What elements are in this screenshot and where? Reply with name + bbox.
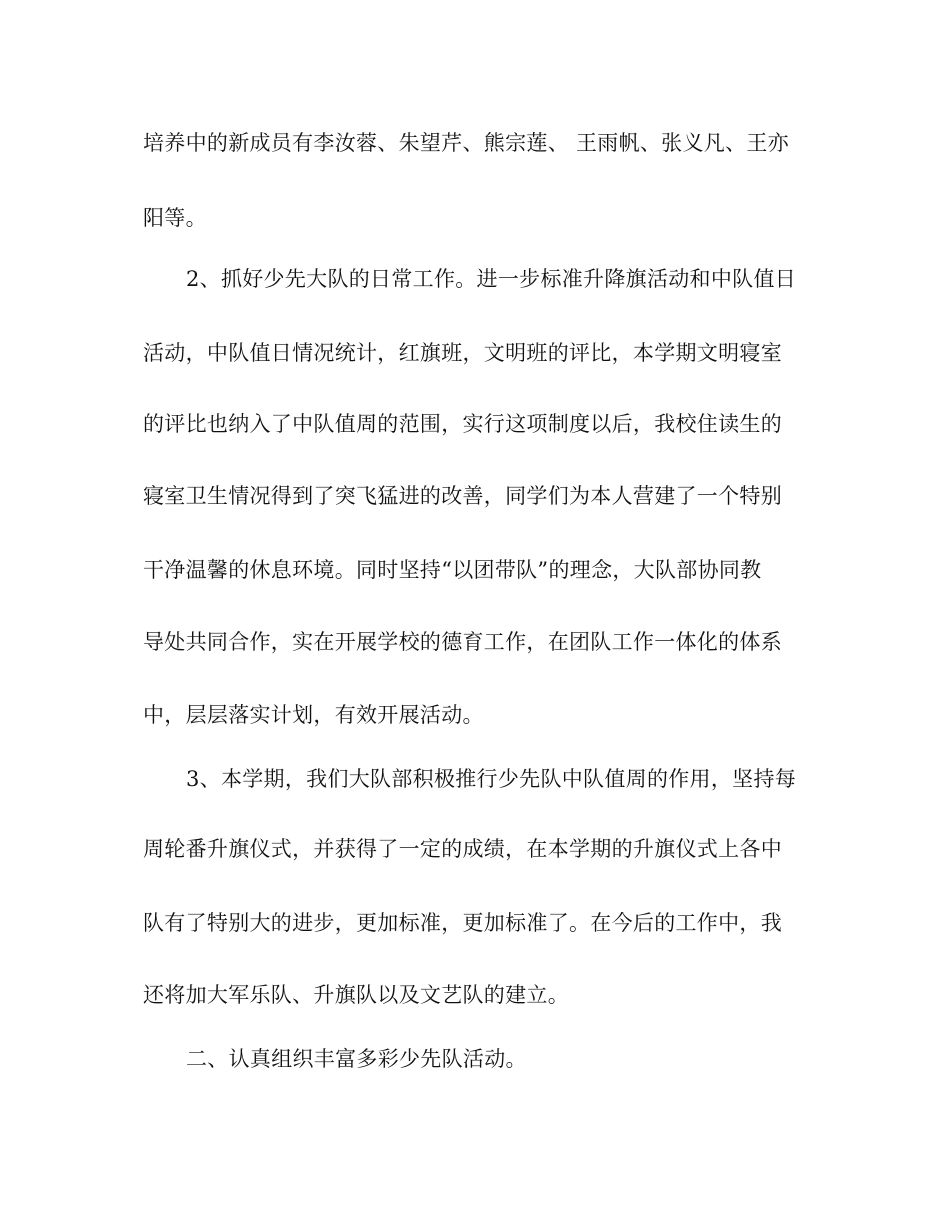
paragraph-start-line: 3、本学期，我们大队部积极推行少先队中队值周的作用，坚持每: [186, 767, 797, 791]
text-line: 中，层层落实计划，有效开展活动。: [143, 703, 484, 727]
text-line: 还将加大军乐队、升旗队以及文艺队的建立。: [143, 983, 569, 1007]
text-line: 周轮番升旗仪式，并获得了一定的成绩，在本学期的升旗仪式上各中: [143, 837, 782, 861]
text-line: 活动，中队值日情况统计，红旗班，文明班的评比，本学期文明寝室: [143, 341, 782, 365]
text-line: 阳等。: [143, 206, 207, 230]
text-line: 导处共同合作，实在开展学校的德育工作，在团队工作一体化的体系: [143, 630, 782, 654]
text-line: 的评比也纳入了中队值周的范围，实行这项制度以后，我校住读生的: [143, 412, 782, 436]
text-line: 干净温馨的休息环境。同时坚持“以团带队”的理念，大队部协同教: [143, 558, 762, 582]
text-line: 寝室卫生情况得到了突飞猛进的改善，同学们为本人营建了一个特别: [143, 484, 782, 508]
section-heading: 二、认真组织丰富多彩少先队活动。: [186, 1047, 527, 1071]
text-line: 队有了特别大的进步，更加标准，更加标准了。在今后的工作中，我: [143, 911, 782, 935]
text-line: 培养中的新成员有李汝蓉、朱望芹、熊宗莲、 王雨帆、张义凡、王亦: [143, 131, 789, 155]
paragraph-start-line: 2、抓好少先大队的日常工作。进一步标准升降旗活动和中队值日: [186, 267, 797, 291]
